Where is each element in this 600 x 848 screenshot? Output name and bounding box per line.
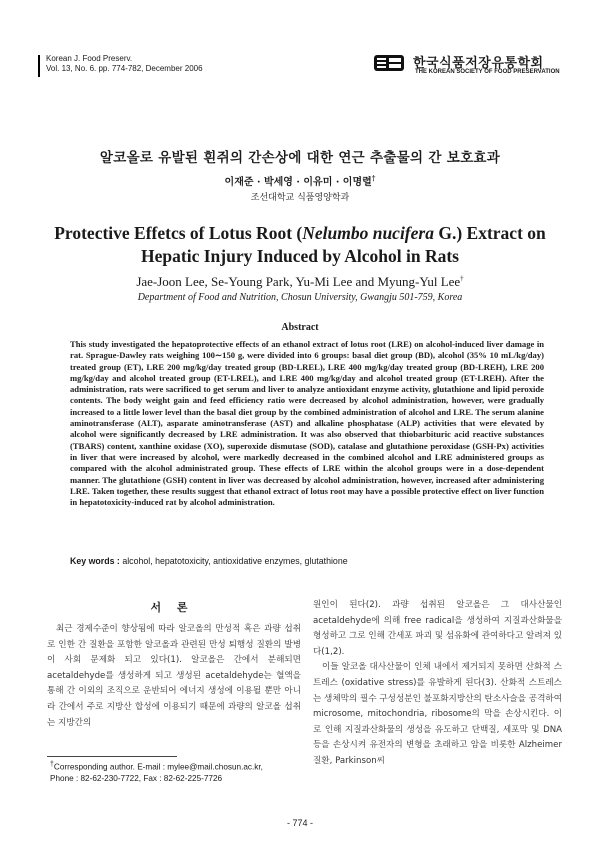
corresponding-phone: Phone : 82-62-230-7722, Fax : 82-62-225-7726 — [50, 773, 223, 783]
journal-citation — [46, 54, 203, 74]
intro-paragraph-2: 이들 알코올 대사산물이 인체 내에서 제거되지 못하면 산화적 스트레스 (oxidative stress)를 유발하게 된다(3). 산화적 스트레스는 생체막의 필수 구성성분인 불포화지방산의 탄소사슬을 공격하여 microsome, mitochondria, ribosome의 막을 손상시킨다. 이로 인해 지질과산화물의 생성을 유도하고 단백질, 세포막 및 DNA 등을 손상시켜 유전자의 변형을 초래하고 암을 비롯한 Alzheimer 질환, Parkinson씨 — [313, 662, 562, 766]
page-number: - 774 - — [286, 818, 313, 828]
species-name: Nelumbo nucifera — [302, 223, 434, 243]
keywords — [70, 556, 544, 566]
abstract-heading: Abstract — [281, 322, 319, 333]
journal-name: Korean J. Food Preserv. — [46, 54, 133, 63]
right-column-text — [313, 598, 562, 770]
korean-affiliation: 조선대학교 식품영양학과 — [250, 193, 350, 203]
korean-title: 알코올로 유발된 흰쥐의 간손상에 대한 연근 추출물의 간 보호효과 — [99, 150, 501, 166]
introduction-heading: 서 론 — [150, 601, 194, 614]
corresponding-mark: † — [371, 173, 376, 183]
society-korean-name: 한국식품저장유통학회 — [413, 56, 544, 71]
footnote — [50, 759, 263, 784]
english-authors — [0, 274, 600, 290]
keywords-label: Key words : — [70, 556, 120, 566]
corresponding-mark: † — [460, 274, 464, 283]
english-title — [0, 222, 600, 268]
footnote-rule — [47, 756, 177, 757]
journal-header-bar — [38, 55, 40, 77]
english-title-line1: Protective Effetcs of Lotus Root (Nelumbo nucifera G.) Extract on — [54, 223, 546, 243]
korean-authors — [0, 173, 600, 188]
intro-paragraph-continued: 원인이 된다(2). 과량 섭취된 알코올은 그 대사산물인 acetaldehyde에 의해 free radical을 생성하여 지질과산화물을 형성하고 그로 인해 간세포 파괴 및 섬유화에 관여하다고 알려져 있다(1,2). — [313, 600, 562, 657]
corresponding-email: E-mail : mylee@mail.chosun.ac.kr, — [137, 762, 263, 772]
society-english-name: THE KOREAN SOCIETY OF FOOD PRESERVATION — [415, 69, 560, 75]
journal-volume: Vol. 13, No. 6. pp. 774-782, December 2006 — [46, 64, 203, 73]
society-emblem-icon — [373, 54, 413, 72]
corresponding-author-label: Corresponding author. — [53, 762, 135, 772]
english-title-line2: Hepatic Injury Induced by Alcohol in Rats — [141, 246, 459, 266]
abstract-body: This study investigated the hepatoprotective effects of an ethanol extract of lotus root (LRE) on alcohol-induced liver damage in rat. Sprague-Dawley rats weighing 100∼150 g, were divided into 6 groups: basal diet group (BD), alcohol (35% 10 mL/kg/day) treated group (ET), LRE 200 mg/kg/day treated group (BD-LREL), LRE 400 mg/kg/day treated group (BD-LREH), LRE 200 mg/kg/day and alcohol treated group (ET-LREL), and LRE 400 mg/kg/day and alcohol treated group (ET-LREH). After the administration, rats were sacrificed to get serum and liver to analyze antioxidant enzyme activity, glutathione and lipid peroxide contents. The body weight gain and feed efficiency ratio were decreased by alcohol administration, however, were gradually increased to a little lower level than the basal diet group by the combined administration of alcohol and LRE. The serum alanine aminotransferase (ALT), asparate aminotransferase (AST) and alkaline phosphatase (ALP) activities that were elevated by alcohol were significantly decreased by LRE administration. It was also observed that thiobarbituric acid reactive substances (TBARS) content, xanthine oxidase (XO), superoxide dismutase (SOD), catalase and glutathione peroxidase (GSH-Px) activities in liver that were increased by alcohol, were markedly decreased in the combined alcohol and LRE administered groups as compared with the alcohol administrated group. These effects of LRE within the alcohol groups were in a dose-dependent manner. The glutathione (GSH) content in liver was decreased by alcohol administration, however, increased after administering LRE. Taken together, these results suggest that ethanol extract of lotus root may have a possible protective effect on liver function in hepatotoxicity-induced rat by alcohol administration. — [70, 339, 544, 508]
intro-paragraph-1: 최근 경제수준이 향상됨에 따라 알코올의 만성적 혹은 과량 섭취로 인한 간 질환을 포함한 알코올과 관련된 만성 퇴행성 질환의 발병이 사회 문제화 되고 있다(1). 알코올은 간에서 분해되면 acetaldehyde를 생성하게 되고 생성된 acetaldehyde는 혈액을 통해 간 이외의 조직으로 운반되어 에너지 생성에 이용될 뿐만 아니라 간에서 주로 지방산 합성에 이용되기 때문에 과량의 알코올 섭취는 지방간의 — [47, 624, 301, 728]
footnote-line1: †Corresponding author. E-mail : mylee@mail.chosun.ac.kr, — [50, 761, 263, 772]
left-column-text — [47, 622, 301, 731]
english-author-names: Jae-Joon Lee, Se-Young Park, Yu-Mi Lee and Myung-Yul Lee — [136, 274, 461, 289]
english-affiliation: Department of Food and Nutrition, Chosun University, Gwangju 501-759, Korea — [137, 292, 463, 303]
korean-author-names: 이재준 · 박세영 · 이유미 · 이명렬 — [224, 177, 372, 188]
keywords-list: alcohol, hepatotoxicity, antioxidative enzymes, glutathione — [122, 556, 348, 566]
